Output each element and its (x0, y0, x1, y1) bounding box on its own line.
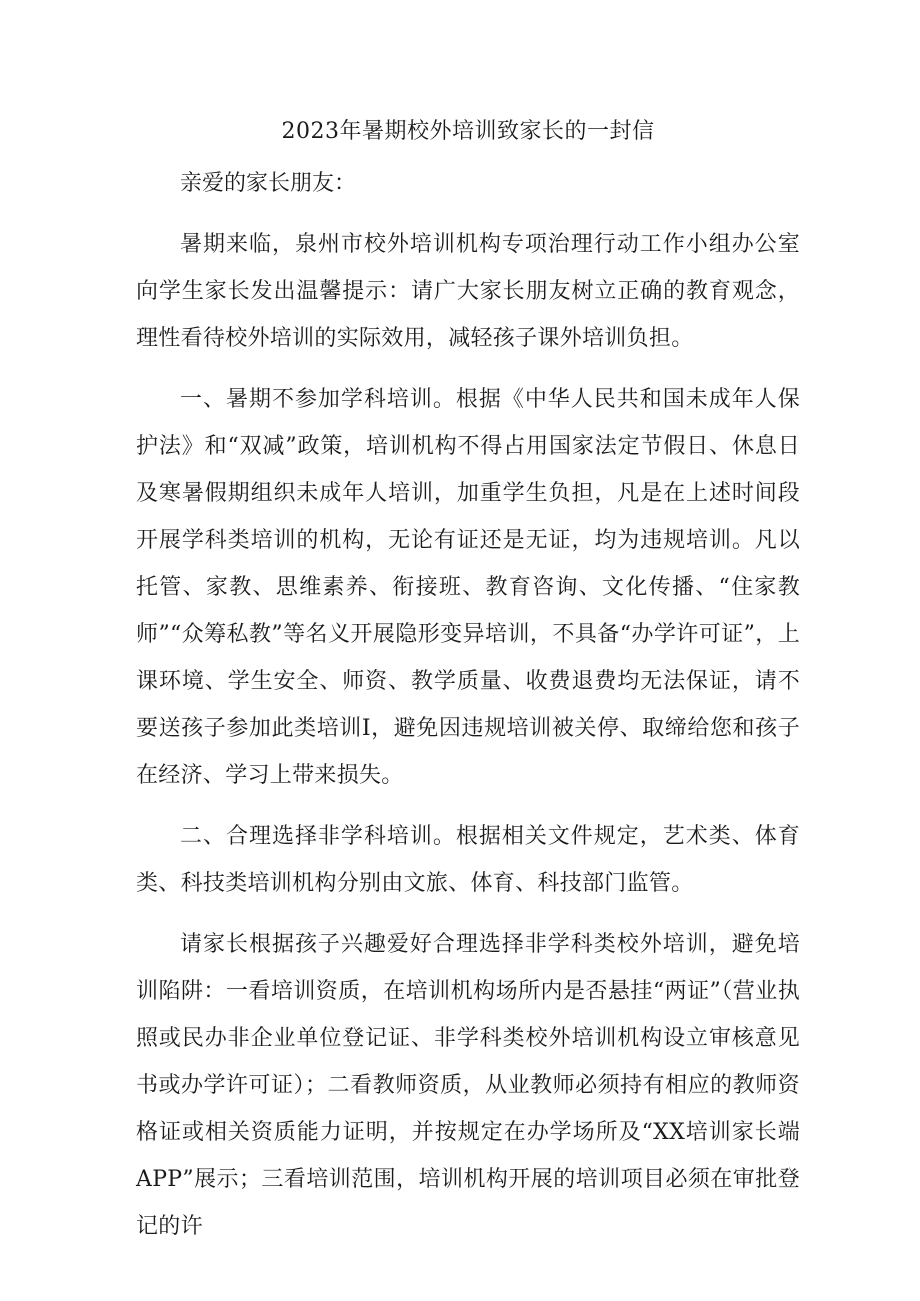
greeting: 亲爱的家长朋友： (180, 171, 357, 196)
paragraph-section-two: 二、合理选择非学科培训。根据相关文件规定，艺术类、体育类、科技类培训机构分别由文旅、体育、科技部门监管。 (136, 824, 800, 896)
paragraph-intro: 暑期来临，泉州市校外培训机构专项治理行动工作小组办公室向学生家长发出温馨提示：请广大家长朋友树立正确的教育观念，理性看待校外培训的实际效用，减轻孩子课外培训负担。 (136, 232, 800, 351)
document-title: 2023年暑期校外培训致家长的一封信 (281, 119, 655, 144)
paragraph-advice: 请家长根据孩子兴趣爱好合理选择非学科类校外培训，避免培训陷阱：一看培训资质，在培训机构场所内是否悬挂“两证”（营业执照或民办非企业单位登记证、非学科类校外培训机构设立审核意见书或办学许可证）；二看教师资质，从业教师必须持有相应的教师资格证或相关资质能力证明，并按规定在办学场所及“XX培训家长端APP”展示；三看培训范围，培训机构开展的培训项目必须在审批登记的许 (136, 932, 800, 1239)
paragraph-section-one: 一、暑期不参加学科培训。根据《中华人民共和国未成年人保护法》和“双减”政策，培训机构不得占用国家法定节假日、休息日及寒暑假期组织未成年人培训，加重学生负担，凡是在上述时间段开展学科类培训的机构，无论有证还是无证，均为违规培训。凡以托管、家教、思维素养、衔接班、教育咨询、文化传播、“住家教师”“众筹私教”等名义开展隐形变异培训，不具备“办学许可证”，上课环境、学生安全、师资、教学质量、收费退费均无法保证，请不要送孩子参加此类培训I，避免因违规培训被关停、取缔给您和孩子在经济、学习上带来损失。 (136, 387, 800, 788)
